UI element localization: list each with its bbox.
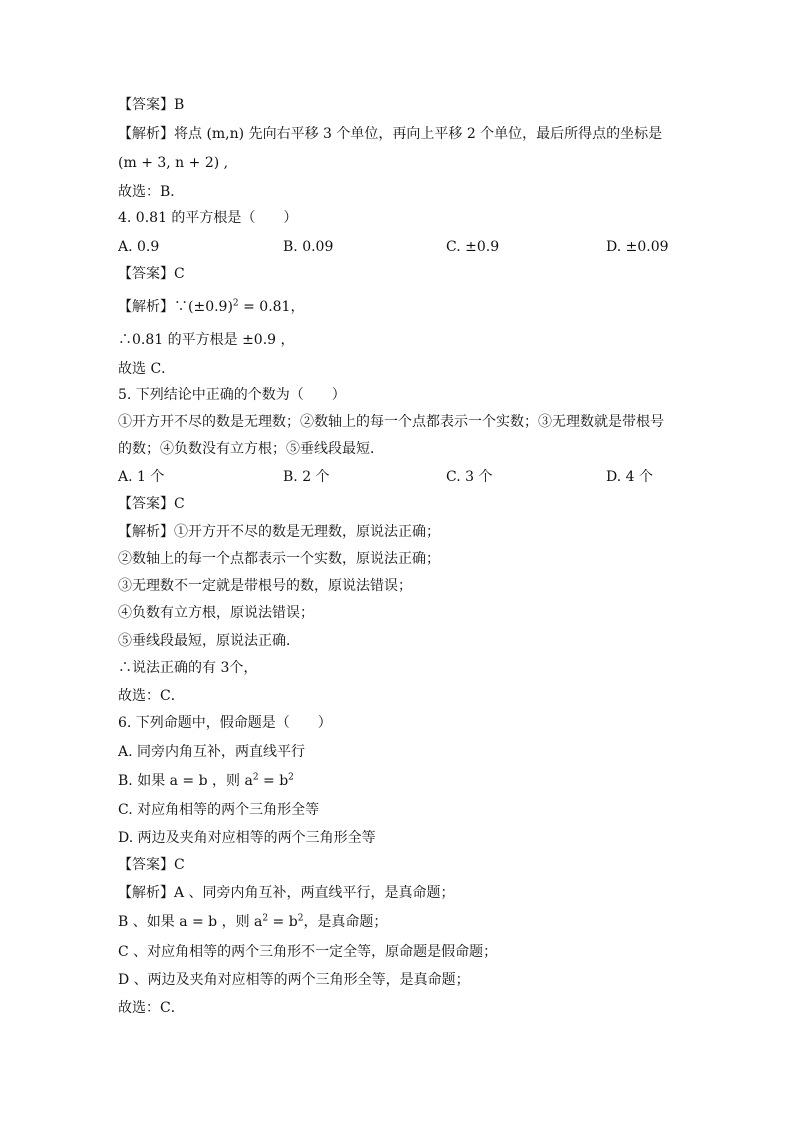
option-c: C. ±0.9 xyxy=(446,239,500,255)
solution-line: 【解析】①开方开不尽的数是无理数，原说法正确； xyxy=(118,524,440,540)
choice-line: 故选：B． xyxy=(118,184,185,200)
solution-line: ②数轴上的每一个点都表示一个实数，原说法正确； xyxy=(118,551,440,567)
question-4-options xyxy=(118,235,678,259)
option-d: D. 4 个 xyxy=(606,469,653,485)
option-b: B. 2 个 xyxy=(283,469,330,485)
solution-line: ∴0.81 的平方根是 ±0.9 ， xyxy=(118,332,295,348)
question-5-stem: 5. 下列结论中正确的个数为（ ） xyxy=(118,387,346,403)
solution-line: 【解析】$\because(\pm 0.9)^2 = 0.81$， xyxy=(118,298,305,315)
option-a: A. 0.9 xyxy=(118,239,160,255)
question-6-option-a: A. 同旁内角互补，两直线平行 xyxy=(118,744,306,760)
answer-line: 【答案】C xyxy=(118,266,185,282)
option-a: A. 1 个 xyxy=(118,469,165,485)
option-d: D. ±0.09 xyxy=(606,239,669,255)
choice-line: 故选 C． xyxy=(118,361,176,377)
answer-line: 【答案】C xyxy=(118,496,185,512)
question-5-statements: ①开方开不尽的数是无理数；②数轴上的每一个点都表示一个实数；③无理数就是带根号 xyxy=(118,414,664,430)
solution-line: ⑤垂线段最短，原说法正确． xyxy=(118,633,300,649)
solution-line: 【解析】将点 (m,n) 先向右平移 3 个单位，再向上平移 2 个单位，最后所得点的坐标是 xyxy=(118,126,663,142)
solution-line: 【解析】A 、同旁内角互补，两直线平行，是真命题； xyxy=(118,885,455,901)
question-6-stem: 6. 下列命题中，假命题是（ ） xyxy=(118,715,332,731)
question-4-stem: 4. 0.81 的平方根是（ ） xyxy=(118,210,298,226)
answer-line: 【答案】B xyxy=(118,97,185,113)
solution-line: B 、如果 a = b ，则 $a^2 = b^2$，是真命题； xyxy=(118,913,388,930)
option-c: C. 3 个 xyxy=(446,469,493,485)
question-6-option-c: C. 对应角相等的两个三角形全等 xyxy=(118,802,320,818)
question-5-statements: 的数；④负数没有立方根；⑤垂线段最短． xyxy=(118,441,384,457)
solution-line: D 、两边及夹角对应相等的两个三角形全等，是真命题； xyxy=(118,972,470,988)
choice-line: 故选：C． xyxy=(118,688,185,704)
solution-line: C 、对应角相等的两个三角形不一定全等，原命题是假命题； xyxy=(118,944,498,960)
option-b: B. 0.09 xyxy=(283,239,334,255)
question-5-options xyxy=(118,465,678,489)
choice-line: 故选：C． xyxy=(118,1000,185,1016)
question-6-option-b: B. 如果 a = b ，则 $a^2 = b^2$ xyxy=(118,772,294,789)
solution-line: ③无理数不一定就是带根号的数，原说法错误； xyxy=(118,578,412,594)
solution-line: ④负数有立方根，原说法错误； xyxy=(118,605,314,621)
solution-line: (m + 3, n + 2) , xyxy=(118,155,229,171)
question-6-option-d: D. 两边及夹角对应相等的两个三角形全等 xyxy=(118,830,376,846)
solution-line: ∴说法正确的有 3个， xyxy=(118,660,258,676)
answer-line: 【答案】C xyxy=(118,857,185,873)
